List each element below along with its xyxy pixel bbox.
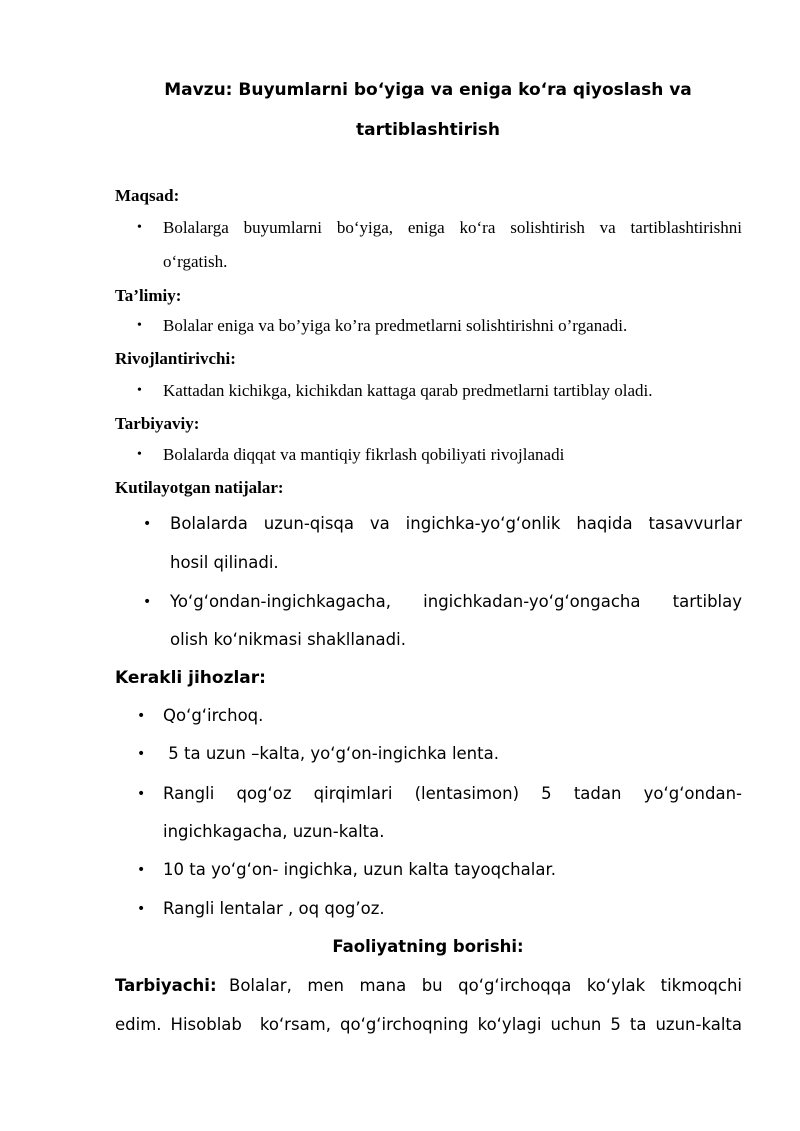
kerakli-heading: Kerakli jihozlar:: [115, 668, 266, 688]
rivojlantirivchi-item: Kattadan kichikga, kichikdan kattaga qarab predmetlarni tartiblay oladi.: [163, 381, 653, 400]
talimiy-item: Bolalar eniga va bo’yiga ko’ra predmetlarni solishtirishni o’rganadi.: [163, 316, 628, 335]
document-title-line-2: tartiblashtirish: [355, 120, 500, 140]
bullet-dot-icon: •: [143, 594, 152, 610]
bullet-dot-icon: •: [137, 862, 146, 878]
kerakli-item-1: Qo‘g‘irchoq.: [163, 706, 264, 725]
kerakli-item-5: Rangli lentalar , oq qog’oz.: [163, 899, 385, 918]
talimiy-heading: Ta’limiy:: [115, 286, 182, 305]
kutilayotgan-item-1-line-2: hosil qilinadi.: [170, 553, 279, 572]
kutilayotgan-heading: Kutilayotgan natijalar:: [115, 478, 284, 497]
document-title-line-1: Mavzu: Buyumlarni bo‘yiga va eniga ko‘ra qiyoslash va: [164, 80, 692, 100]
maqsad-item-line-1: Bolalarga buyumlarni bo‘yiga, eniga ko‘ra solishtirish va tartiblashtirishni: [163, 218, 742, 237]
bullet-dot-icon: •: [137, 447, 142, 462]
bullet-dot-icon: •: [137, 901, 146, 917]
tarbiyachi-text-line-2: edim. Hisoblab ko‘rsam, qo‘g‘irchoqning ko‘ylagi uchun 5 ta uzun-kalta: [115, 1015, 742, 1034]
rivojlantirivchi-heading: Rivojlantirivchi:: [115, 349, 236, 368]
bullet-dot-icon: •: [137, 220, 142, 235]
faoliyat-heading: Faoliyatning borishi:: [332, 937, 524, 956]
bullet-dot-icon: •: [137, 708, 146, 724]
tarbiyaviy-item: Bolalarda diqqat va mantiqiy fikrlash qobiliyati rivojlanadi: [163, 445, 565, 464]
bullet-dot-icon: •: [137, 786, 146, 802]
kutilayotgan-item-1-line-1: Bolalarda uzun-qisqa va ingichka-yo‘g‘onlik haqida tasavvurlar: [170, 514, 742, 533]
bullet-dot-icon: •: [137, 746, 146, 762]
bullet-dot-icon: •: [137, 318, 142, 333]
kerakli-item-3-line-1: Rangli qog‘oz qirqimlari (lentasimon) 5 tadan yo‘g‘ondan-: [163, 784, 742, 803]
tarbiyaviy-heading: Tarbiyaviy:: [115, 414, 200, 433]
bullet-dot-icon: •: [143, 516, 152, 532]
kerakli-item-3-line-2: ingichkagacha, uzun-kalta.: [163, 822, 385, 841]
kerakli-item-4: 10 ta yo‘g‘on- ingichka, uzun kalta tayoqchalar.: [163, 860, 556, 879]
maqsad-item-line-2: o‘rgatish.: [163, 252, 228, 271]
kutilayotgan-item-2-line-2: olish ko‘nikmasi shakllanadi.: [170, 630, 406, 649]
kutilayotgan-item-2-line-1: Yo‘g‘ondan-ingichkagacha, ingichkadan-yo‘g‘ongacha tartiblay: [170, 592, 742, 611]
kerakli-item-2: 5 ta uzun –kalta, yo‘g‘on-ingichka lenta.: [163, 744, 499, 763]
maqsad-heading: Maqsad:: [115, 186, 180, 205]
tarbiyachi-label: Tarbiyachi:: [115, 976, 217, 995]
bullet-dot-icon: •: [137, 383, 142, 398]
tarbiyachi-text-line-1: Bolalar, men mana bu qo‘g‘irchoqqa ko‘ylak tikmoqchi: [229, 976, 742, 995]
